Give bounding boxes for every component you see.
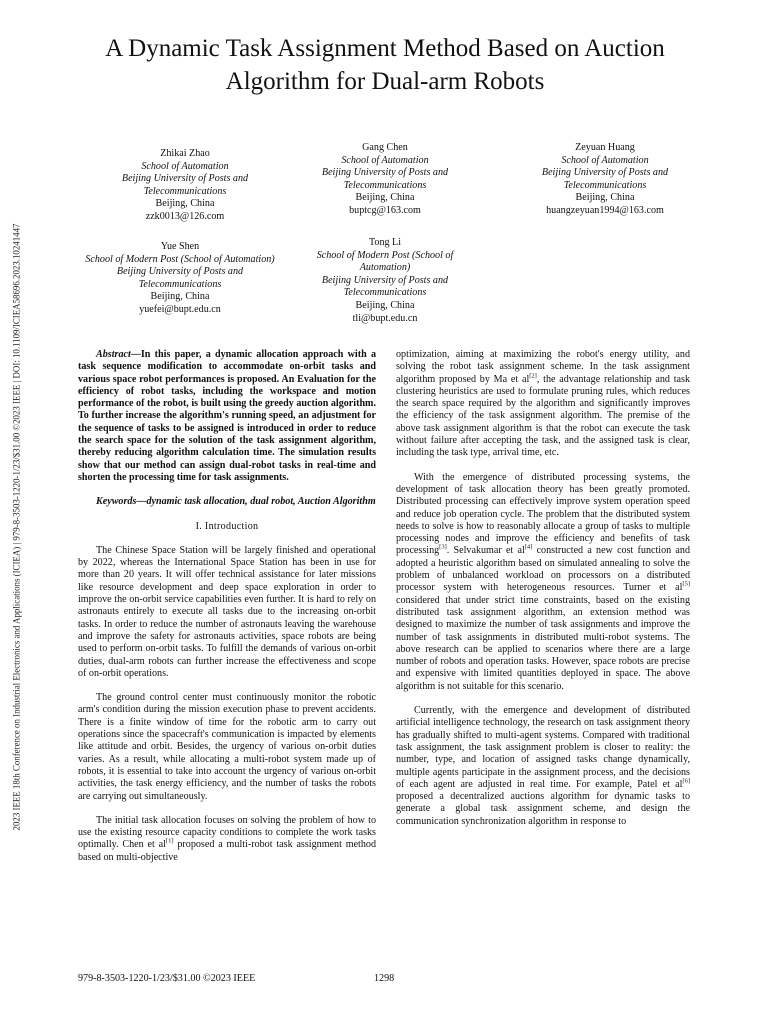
- right-column: [396, 349, 690, 828]
- text-run: proposed a multi-robot task assignment method based on multi-objective: [78, 839, 376, 863]
- author-name: Zhikai Zhao: [160, 148, 210, 159]
- citation: [5]: [682, 580, 690, 588]
- citation: [1]: [165, 838, 174, 846]
- author-affiliation: Beijing University of Posts and Telecommunications: [121, 173, 249, 197]
- text-run: considered that under strict time constraints, based on the existing distributed task assignment algorithm, an extension method was designed to maximize the number of task assignments and improve the number of task assignments in distributed multi-robot systems. The above research can be applied to scenarios where there are a large number of robots and operation tasks. However, space robots are precise and expensive with limited quantities deployed in space. The above algorithm is not suitable for this scenario.: [396, 594, 690, 692]
- page-number: 1298: [374, 973, 395, 984]
- citation: [6]: [682, 777, 690, 785]
- abstract-text: In this paper, a dynamic allocation approach with a task sequence modification to accommodate on-orbit tasks and various space robot performances is proposed. An Evaluation for the efficiency of robot tasks, including the workspace and motion performance of the robot, is built using the greedy auction algorithm. To further increase the algorithm's running speed, an adjustment for the sequence of tasks to be assigned is introduced in order to reduce the search space for the solution of the task assignment algorithm, thereby reducing algorithm calculation time. The simulation results show that our method can assign dual-robot tasks in real-time and shorten the processing time for task assignments.: [78, 349, 376, 483]
- text-run: proposed a decentralized auctions algorithm for dynamic tasks to generate a global task assignment scheme, and design the communication synchronization algorithm in response to: [396, 791, 690, 827]
- paragraph: [396, 472, 690, 693]
- abstract-label: Abstract—: [96, 349, 141, 360]
- text-run: Currently, with the emergence and development of distributed artificial intelligence technology, the research on task assignment theory has gradually shifted to multi-agent systems. Compared with traditional task assignment, the task assignment problem is closer to reality: the number, type, and location of assigned tasks change dynamically, multiple agents participate in the assignment process, and the decisions of each agent are adjusted in real time. For example, Patel et al: [396, 705, 690, 790]
- author-affiliation: School of Automation: [561, 154, 649, 166]
- text-run: , the advantage relationship and task clustering heuristics are used to formulate pruning rules, which reduces the search space required by the algorithm and significantly improves the efficiency of the task assignment algorithm. The premise of the above task assignment algorithm is that the robot can execute the task without failure after accepting the task, and the assigned task is clear, including the task type, arrival time, etc.: [396, 373, 690, 459]
- author-email: zzk0013@126.com: [145, 210, 225, 222]
- citation: [2]: [529, 372, 537, 380]
- author-name: Gang Chen: [362, 142, 408, 153]
- paragraph: [396, 349, 690, 460]
- author-name: Zeyuan Huang: [575, 142, 635, 153]
- text-run: The initial task allocation focuses on solving the problem of how to use the existing resource capacity conditions to complete the work tasks optimally. Chen et al: [78, 814, 376, 851]
- author-name: Tong Li: [368, 237, 402, 248]
- author-city: Beijing, China: [355, 192, 415, 204]
- author-affiliation: Beijing University of Posts and Telecommunications: [541, 167, 669, 191]
- text-run: With the emergence of distributed processing systems, the development of task allocation theory has been greatly promoted. Distributed processing can effectively improve system operation speed and reduce job operation cycle. The problem that the distributed system needs to solve is how to reasonably allocate a group of tasks to multiple processing nodes and improve the efficiency and benefits of task processing: [396, 471, 690, 557]
- author-email: huangzeyuan1994@163.com: [546, 204, 664, 216]
- left-column: [78, 349, 376, 864]
- author-email: tli@bupt.edu.cn: [352, 312, 418, 324]
- author-name: Yue Shen: [160, 241, 200, 252]
- paragraph: The ground control center must continuously monitor the robotic arm's condition during the mission execution phase to prevent accidents. There is a finite window of time for the robotic arm to carry out operations since the spacecraft's communication is impacted by elements like attitude and orbit. Besides, the urgency of various on-orbit duties varies. As a result, while allocating a multi-robot system made up of robots, it is essential to take into account the urgency of various on-orbit activities, the task energy efficiency, and the number of tasks the robots are carrying out simultaneously.: [78, 692, 376, 802]
- author-affiliation: School of Automation: [141, 160, 229, 172]
- citation: [4]: [524, 544, 533, 552]
- author-block: [525, 142, 685, 218]
- side-banner-text: 2023 IEEE 18th Conference on Industrial Electronics and Applications (ICIEA) | 979-8-3503-1220-1/23/$31.00 ©2023 IEEE | DOI: 10.1109/ICIEA58696.2023.10241447: [11, 223, 22, 831]
- author-city: Beijing, China: [150, 291, 210, 303]
- author-block: [300, 237, 470, 325]
- paragraph: The Chinese Space Station will be largely finished and operational by 2022, whereas the International Space Station has been in use for more than 20 years. It will offer technical assistance for later missions like resource development and deep space exploration in order to improve the on-orbit service capabilities even further. It is hard to rely on astronauts entirely to execute all tasks due to the increasing on-orbit tasks. In order to reduce the number of astronauts leaving the warehouse and improve the safety for astronauts activities, space robots are being used to perform on-orbit tasks. To fulfill the demands of various on-orbit duties, dual-arm robots can further increase the effectiveness and scope of on-orbit operations.: [78, 544, 376, 679]
- citation: [3]: [439, 544, 447, 552]
- author-affiliation: School of Modern Post (School of Automation): [85, 253, 275, 265]
- author-block: [90, 148, 280, 224]
- author-affiliation: School of Automation: [341, 154, 429, 166]
- author-affiliation: Beijing University of Posts and Telecommunications: [116, 266, 244, 290]
- text-run: constructed a new cost function and adopted a heuristic algorithm based on simulated annealing to solve the problem of unbalanced workload on processors on a distributed processor system with heterogeneous resources. Turner et al: [396, 545, 690, 594]
- paragraph: [396, 705, 690, 828]
- section-heading: I. Introduction: [195, 520, 259, 532]
- text-run: optimization, aiming at maximizing the robot's energy utility, and solving the robot task assignment scheme. In the task assignment algorithm proposed by Ma et al: [396, 349, 690, 385]
- author-block: [85, 241, 275, 317]
- footer-copyright: 979-8-3503-1220-1/23/$31.00 ©2023 IEEE: [78, 973, 256, 984]
- author-city: Beijing, China: [355, 299, 415, 311]
- author-email: yuefei@bupt.edu.cn: [139, 303, 221, 315]
- paper-title: A Dynamic Task Assignment Method Based on Auction Algorithm for Dual-arm Robots: [105, 35, 665, 95]
- paragraph: [78, 815, 376, 864]
- author-affiliation: Beijing University of Posts and Telecommunications: [321, 167, 449, 191]
- author-city: Beijing, China: [155, 198, 215, 210]
- author-affiliation: School of Modern Post (School of Automation): [316, 249, 454, 274]
- author-city: Beijing, China: [575, 192, 635, 204]
- keywords: Keywords—dynamic task allocation, dual robot, Auction Algorithm: [96, 496, 376, 508]
- author-affiliation: Beijing University of Posts and Telecommunications: [321, 274, 449, 299]
- side-banner: [6, 157, 26, 897]
- author-email: buptcg@163.com: [349, 204, 421, 216]
- abstract: [78, 349, 376, 484]
- author-block: [305, 142, 465, 218]
- text-run: . Selvakumar et al: [446, 545, 525, 557]
